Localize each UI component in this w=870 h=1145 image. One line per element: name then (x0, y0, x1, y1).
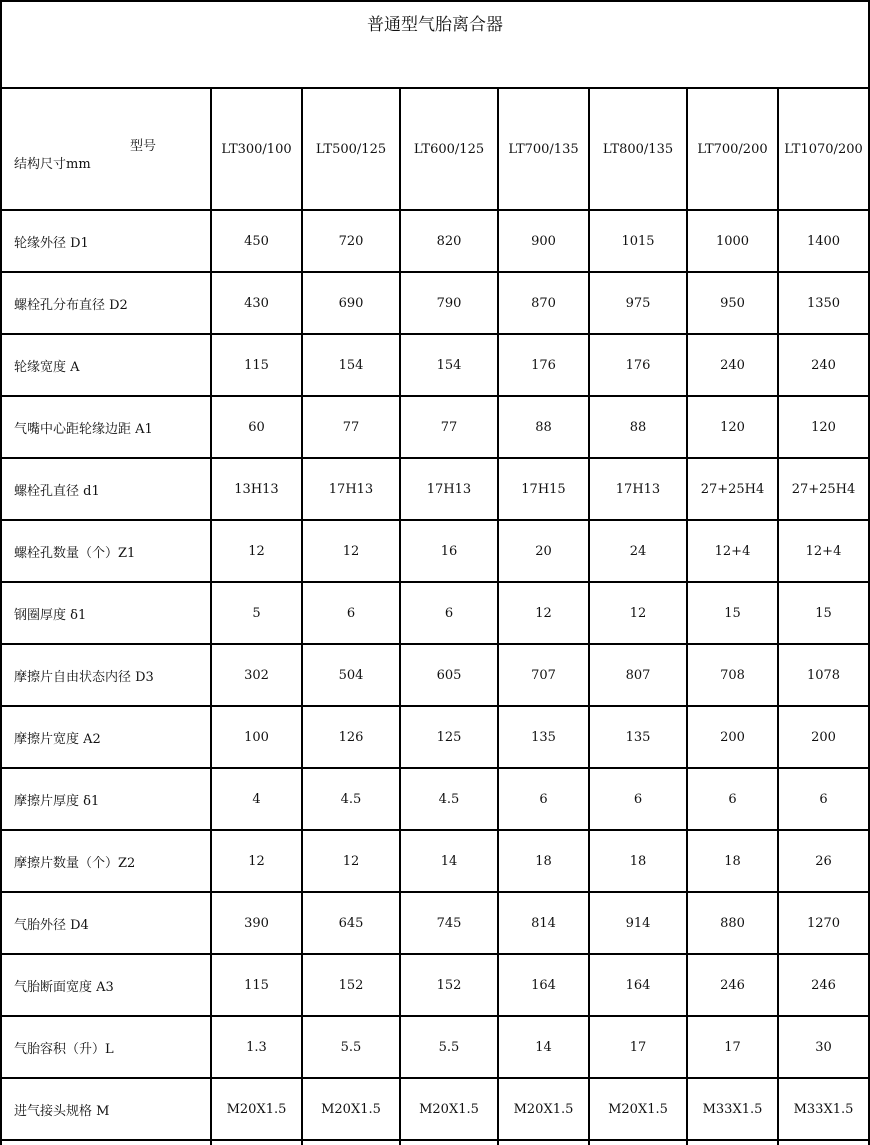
table-row (1, 334, 869, 396)
row-label: 摩擦片数量（个）Z2 (1, 830, 211, 892)
table-cell: 152 (400, 954, 498, 1016)
table-cell: 176 (589, 334, 687, 396)
table-cell: 12 (211, 830, 302, 892)
table-cell: 6 (687, 768, 778, 830)
table-cell: 17 (687, 1016, 778, 1078)
table-cell: 914 (589, 892, 687, 954)
table-row (1, 1078, 869, 1140)
table-cell: 15 (778, 582, 869, 644)
table-cell: 13H13 (211, 458, 302, 520)
table-cell: 5.5 (302, 1016, 400, 1078)
table-row (1, 1016, 869, 1078)
table-cell: M20X1.5 (400, 1078, 498, 1140)
table-cell: 302 (211, 644, 302, 706)
table-cell: 4 (211, 768, 302, 830)
table-cell: 12+4 (778, 520, 869, 582)
table-cell: M33X1.5 (778, 1078, 869, 1140)
table-cell: 504 (302, 644, 400, 706)
table-cell: 12 (302, 830, 400, 892)
table-cell: 154 (400, 334, 498, 396)
table-cell: 16 (400, 520, 498, 582)
row-label: 螺栓孔直径 d1 (1, 458, 211, 520)
table-cell: 200 (778, 706, 869, 768)
table-cell: 12+4 (687, 520, 778, 582)
table-cell: M20X1.5 (302, 1078, 400, 1140)
table-row (1, 396, 869, 458)
table-cell: M20X1.5 (589, 1078, 687, 1140)
table-cell: 807 (589, 644, 687, 706)
corner-header-cell (1, 88, 211, 210)
table-cell: 1.3 (211, 1016, 302, 1078)
corner-model-label: 型号 (130, 139, 157, 154)
table-cell: 60 (211, 396, 302, 458)
table-cell: 720 (302, 210, 400, 272)
table-cell: 164 (498, 954, 589, 1016)
row-label: 气嘴中心距轮缘边距 A1 (1, 396, 211, 458)
table-row (1, 768, 869, 830)
table-cell: 164 (589, 954, 687, 1016)
table-cell: 6 (400, 582, 498, 644)
table-cell: 1270 (778, 892, 869, 954)
table-cell: 20 (498, 520, 589, 582)
table-cell: 12 (211, 520, 302, 582)
table-row (1, 210, 869, 272)
table-cell: 950 (687, 272, 778, 334)
table-cell: 870 (498, 272, 589, 334)
table-cell: 1078 (778, 644, 869, 706)
table-cell: 1015 (589, 210, 687, 272)
table-cell: 6 (778, 768, 869, 830)
header-row (1, 88, 869, 210)
table-cell: 88 (589, 396, 687, 458)
table-row (1, 954, 869, 1016)
table-cell: 5 (211, 582, 302, 644)
table-cell: 17H15 (498, 458, 589, 520)
row-label: 进气接头规格 M (1, 1078, 211, 1140)
model-header-1: LT500/125 (302, 88, 400, 210)
table-cell: 120 (778, 396, 869, 458)
table-cell: 5.5 (400, 1016, 498, 1078)
table-cell: 240 (687, 334, 778, 396)
table-cell: 26 (778, 830, 869, 892)
table-cell: 6 (498, 768, 589, 830)
table-cell: 246 (687, 954, 778, 1016)
table-cell: 27+25H4 (687, 458, 778, 520)
table-cell: 390 (211, 892, 302, 954)
row-label: 气胎断面宽度 A3 (1, 954, 211, 1016)
table-row (1, 520, 869, 582)
table-cell: 690 (302, 272, 400, 334)
table-cell: 152 (302, 954, 400, 1016)
table-cell: 1350 (778, 272, 869, 334)
row-label: 轮缘外径 D1 (1, 210, 211, 272)
model-header-2: LT600/125 (400, 88, 498, 210)
model-header-3: LT700/135 (498, 88, 589, 210)
table-cell: 17H13 (589, 458, 687, 520)
table-cell: 430 (211, 272, 302, 334)
row-label: 摩擦片厚度 δ1 (1, 768, 211, 830)
table-cell: 1000 (687, 210, 778, 272)
row-label: 螺栓孔数量（个）Z1 (1, 520, 211, 582)
table-cell: 18 (589, 830, 687, 892)
table-cell: 15 (687, 582, 778, 644)
table-cell: 27+25H4 (778, 458, 869, 520)
table-cell: 12 (302, 520, 400, 582)
table-cell: 18 (498, 830, 589, 892)
table-cell: 176 (498, 334, 589, 396)
table-cell: 12 (589, 582, 687, 644)
table-cell: 154 (302, 334, 400, 396)
table-cell: 100 (211, 706, 302, 768)
table-cell: 814 (498, 892, 589, 954)
table-cell: 120 (687, 396, 778, 458)
table-cell: 125 (400, 706, 498, 768)
corner-dimension-label: 结构尺寸mm (14, 157, 91, 172)
table-title: 普通型气胎离合器 (1, 1, 869, 88)
table-cell: M33X1.5 (687, 1078, 778, 1140)
table-cell: 88 (498, 396, 589, 458)
table-cell: 14 (400, 830, 498, 892)
table-cell: 115 (211, 334, 302, 396)
table-cell: M20X1.5 (211, 1078, 302, 1140)
table-cell: 30 (778, 1016, 869, 1078)
model-header-5: LT700/200 (687, 88, 778, 210)
row-label: 轮缘宽度 A (1, 334, 211, 396)
row-label: 气胎容积（升）L (1, 1016, 211, 1078)
table-cell: 745 (400, 892, 498, 954)
table-cell: 790 (400, 272, 498, 334)
table-row (1, 644, 869, 706)
table-cell: 240 (778, 334, 869, 396)
table-cell: 135 (498, 706, 589, 768)
table-row (1, 706, 869, 768)
table-cell: 14 (498, 1016, 589, 1078)
table-row (1, 582, 869, 644)
model-header-0: LT300/100 (211, 88, 302, 210)
row-label: 钢圈厚度 δ1 (1, 582, 211, 644)
table-cell: 17H13 (400, 458, 498, 520)
row-label: 气胎外径 D4 (1, 892, 211, 954)
table-cell: 18 (687, 830, 778, 892)
table-cell: 1400 (778, 210, 869, 272)
table-cell: 17 (589, 1016, 687, 1078)
table-row (1, 830, 869, 892)
table-cell: 246 (778, 954, 869, 1016)
row-label: 摩擦片自由状态内径 D3 (1, 644, 211, 706)
table-row (1, 892, 869, 954)
table-cell: 6 (589, 768, 687, 830)
table-cell: 450 (211, 210, 302, 272)
table-cell: 820 (400, 210, 498, 272)
table-cell: 12 (498, 582, 589, 644)
table-cell: 605 (400, 644, 498, 706)
table-row (1, 458, 869, 520)
table-cell: 975 (589, 272, 687, 334)
table-cell: 6 (302, 582, 400, 644)
table-cell: 880 (687, 892, 778, 954)
table-cell: 707 (498, 644, 589, 706)
table-cell: 77 (400, 396, 498, 458)
table-cell: 708 (687, 644, 778, 706)
table-cell: 4.5 (302, 768, 400, 830)
table-cell: 200 (687, 706, 778, 768)
table-cell: 4.5 (400, 768, 498, 830)
model-header-4: LT800/135 (589, 88, 687, 210)
table-cell: 135 (589, 706, 687, 768)
model-header-6: LT1070/200 (778, 88, 869, 210)
table-cell: 17H13 (302, 458, 400, 520)
table-cell: 77 (302, 396, 400, 458)
table-cell: 900 (498, 210, 589, 272)
row-label: 螺栓孔分布直径 D2 (1, 272, 211, 334)
table-cell: 126 (302, 706, 400, 768)
table-cell: M20X1.5 (498, 1078, 589, 1140)
table-cell: 115 (211, 954, 302, 1016)
table-cell: 24 (589, 520, 687, 582)
table-cell: 645 (302, 892, 400, 954)
row-label: 摩擦片宽度 A2 (1, 706, 211, 768)
table-row (1, 272, 869, 334)
